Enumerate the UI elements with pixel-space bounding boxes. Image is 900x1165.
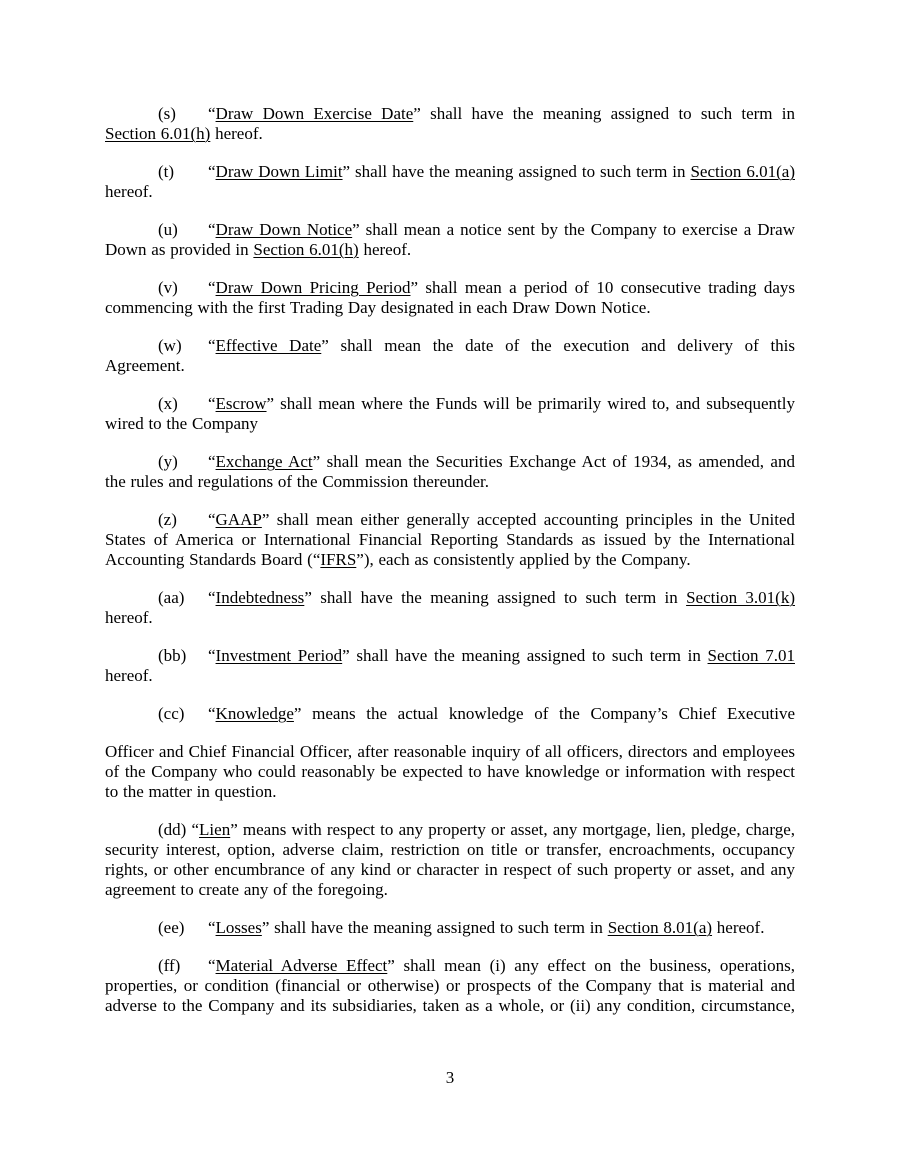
defined-term: Effective Date (215, 336, 322, 355)
text-run: ” shall mean where the Funds will be primarily wired to, and subsequently wired to the Company (105, 394, 795, 433)
paragraph-label: (u) (158, 220, 178, 239)
text-run: ” means with respect to any property or asset, any mortgage, lien, pledge, charge, security interest, option, adverse claim, restriction on title or transfer, encroachments, occupancy rights, or other encumbrance of any kind or character in respect of such property or asset, and any agreement to create any of the foregoing. (105, 820, 795, 899)
text-run: ” shall mean a notice sent by the Company to exercise a Draw Down as provided in (105, 220, 795, 259)
text-run: ”), each as consistently applied by the Company. (356, 550, 691, 569)
text-run: “ (208, 704, 216, 723)
text-run: ” shall mean either generally accepted accounting principles in the United States of America or International Financial Reporting Standards as issued by the International Accounting Standards Board (“ (105, 510, 795, 569)
text-run: hereof. (105, 182, 153, 201)
defined-term: Draw Down Limit (215, 162, 343, 181)
defined-term: Section 3.01(k) (686, 588, 795, 607)
text-run: “ (208, 394, 216, 413)
defined-term: Draw Down Pricing Period (215, 278, 411, 297)
text-run: “ (208, 278, 216, 297)
text-run: “ (208, 104, 216, 123)
definition-z (105, 510, 795, 570)
defined-term: GAAP (215, 510, 262, 529)
paragraph-label: (cc) (158, 704, 185, 723)
defined-term: Section 7.01 (707, 646, 795, 665)
defined-term: Section 8.01(a) (607, 918, 713, 937)
definition-s (105, 104, 795, 144)
text-run: ” shall have the meaning assigned to such term in (342, 646, 708, 665)
definition-ee (105, 918, 795, 938)
paragraph-label: (dd) (158, 820, 187, 839)
text-run: ” shall have the meaning assigned to such term in (304, 588, 687, 607)
text-run: ” shall have the meaning assigned to such term in (261, 918, 608, 937)
defined-term: Losses (215, 918, 262, 937)
text-run: “ (191, 820, 200, 839)
text-run: ” shall mean the Securities Exchange Act of 1934, as amended, and the rules and regulations of the Commission thereunder. (105, 452, 795, 491)
text-run: hereof. (358, 240, 412, 259)
text-run: ” shall mean the date of the execution and delivery of this Agreement. (105, 336, 795, 375)
text-run: “ (208, 452, 216, 471)
text-run: “ (208, 956, 216, 975)
paragraph-label: (v) (158, 278, 178, 297)
paragraph-label: (y) (158, 452, 178, 471)
definition-ff (105, 956, 795, 1016)
definition-cc-continuation (105, 742, 795, 802)
text-run: “ (208, 336, 216, 355)
text-run: ” shall have the meaning assigned to such term in (342, 162, 691, 181)
text-run: “ (208, 646, 216, 665)
defined-term: Section 6.01(a) (690, 162, 795, 181)
text-run: “ (208, 588, 216, 607)
definition-x (105, 394, 795, 434)
defined-term: Investment Period (215, 646, 343, 665)
text-run: hereof. (712, 918, 765, 937)
definition-w (105, 336, 795, 376)
defined-term: Draw Down Notice (215, 220, 353, 239)
defined-term: Section 6.01(h) (105, 124, 211, 143)
document-body (105, 104, 795, 1016)
paragraph-label: (ff) (158, 956, 181, 975)
text-run: ” shall have the meaning assigned to such term in (413, 104, 795, 123)
paragraph-label: (w) (158, 336, 182, 355)
defined-term: Material Adverse Effect (215, 956, 388, 975)
text-run: “ (208, 162, 216, 181)
page-number: 3 (445, 1068, 455, 1087)
definition-bb (105, 646, 795, 686)
definition-y (105, 452, 795, 492)
defined-term: Knowledge (215, 704, 294, 723)
definition-cc (105, 704, 795, 724)
definition-t (105, 162, 795, 202)
paragraph-label: (ee) (158, 918, 185, 937)
text-run: “ (208, 510, 216, 529)
paragraph-label: (t) (158, 162, 175, 181)
paragraph-label: (x) (158, 394, 178, 413)
text-run: hereof. (210, 124, 263, 143)
text-run: hereof. (105, 666, 153, 685)
paragraph-label: (bb) (158, 646, 187, 665)
defined-term: Lien (199, 820, 231, 839)
definition-u (105, 220, 795, 260)
text-run: “ (208, 220, 216, 239)
defined-term: Section 6.01(h) (253, 240, 359, 259)
paragraph-label: (s) (158, 104, 176, 123)
text-run: ” means the actual knowledge of the Company’s Chief Executive (293, 704, 795, 723)
text-run: ” shall mean a period of 10 consecutive trading days commencing with the first Trading Day designated in each Draw Down Notice. (105, 278, 795, 317)
definition-aa (105, 588, 795, 628)
definition-dd (105, 820, 795, 900)
paragraph-label: (aa) (158, 588, 185, 607)
defined-term: Draw Down Exercise Date (215, 104, 414, 123)
defined-term: Escrow (215, 394, 267, 413)
defined-term: Indebtedness (215, 588, 305, 607)
text-run: hereof. (105, 608, 153, 627)
text-run: ” shall mean (i) any effect on the business, operations, properties, or condition (financial or otherwise) or prospects of the Company that is material and adverse to the Company and its subsidiaries, taken as a whole, or (ii) any condition, circumstance, (105, 956, 795, 1015)
definition-v (105, 278, 795, 318)
paragraph-label: (z) (158, 510, 177, 529)
text-run: Officer and Chief Financial Officer, after reasonable inquiry of all officers, directors and employees of the Company who could reasonably be expected to have knowledge or information with respect to the matter in question. (105, 742, 795, 801)
defined-term: Exchange Act (215, 452, 313, 471)
text-run: “ (208, 918, 216, 937)
defined-term: IFRS (320, 550, 357, 569)
